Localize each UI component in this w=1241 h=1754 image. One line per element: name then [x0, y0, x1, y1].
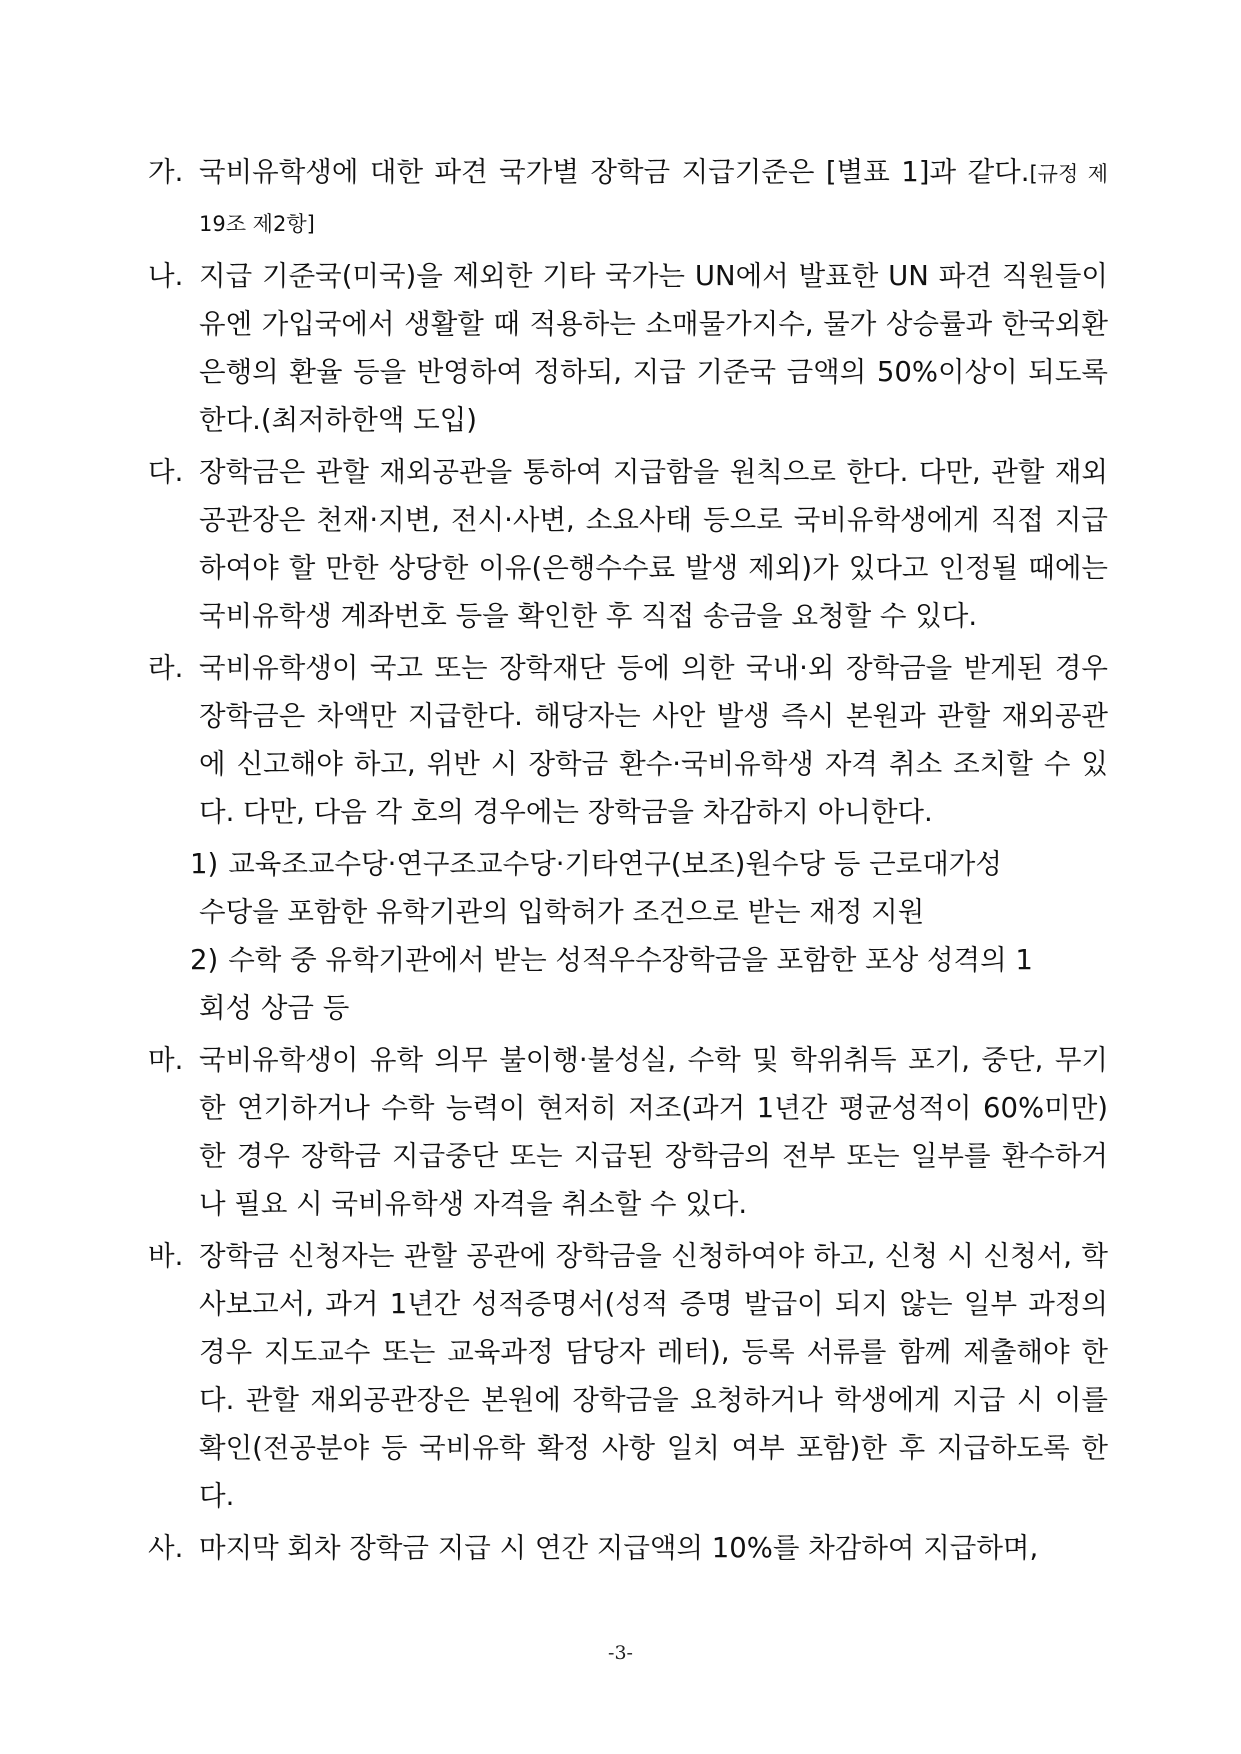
sub-item-2	[190, 936, 1108, 1032]
item-text: 지급 기준국(미국)을 제외한 기타 국가는 UN에서 발표한 UN 파견 직원들이 유엔 가입국에서 생활할 때 적용하는 소매물가지수, 물가 상승률과 한국외환은행의 환율 등을 반영하여 정하되, 지급 기준국 금액의 50%이상이 되도록 한다.(최저하한액 도입)	[199, 260, 1108, 436]
item-text: 국비유학생이 유학 의무 불이행·불성실, 수학 및 학위취득 포기, 중단, 무기한 연기하거나 수학 능력이 현저히 저조(과거 1년간 평균성적이 60%미만)한 경우 장학금 지급중단 또는 지급된 장학금의 전부 또는 일부를 환수하거나 필요 시 국비유학생 자격을 취소할 수 있다.	[199, 1044, 1108, 1220]
item-marker: 마.	[148, 1044, 184, 1076]
item-marker: 바.	[148, 1240, 184, 1272]
sub-item-text-continued: 수당을 포함한 유학기관의 입학허가 조건으로 받는 재정 지원	[199, 896, 925, 928]
list-item-ga	[148, 148, 1108, 248]
list-item-ra	[148, 644, 1108, 836]
list-item-ma	[148, 1036, 1108, 1228]
item-text: 국비유학생이 국고 또는 장학재단 등에 의한 국내·외 장학금을 받게된 경우 장학금은 차액만 지급한다. 해당자는 사안 발생 즉시 본원과 관할 재외공관에 신고해야 하고, 위반 시 장학금 환수·국비유학생 자격 취소 조치할 수 있다. 다만, 다음 각 호의 경우에는 장학금을 차감하지 아니한다.	[199, 652, 1108, 828]
list-item-ba	[148, 1232, 1108, 1520]
sub-item-text-continued: 회성 상금 등	[199, 992, 350, 1024]
sub-item-text: 수학 중 유학기관에서 받는 성적우수장학금을 포함한 포상 성격의 1	[228, 944, 1033, 976]
item-text: 국비유학생에 대한 파견 국가별 장학금 지급기준은 [별표 1]과 같다.	[199, 156, 1030, 188]
item-marker: 다.	[148, 456, 184, 488]
sub-item-text: 교육조교수당·연구조교수당·기타연구(보조)원수당 등 근로대가성	[228, 848, 1002, 880]
sub-item-1	[190, 840, 1108, 936]
list-item-na	[148, 252, 1108, 444]
regulation-reference: [규정 제19조 제2항]	[199, 162, 1108, 236]
item-marker: 가.	[148, 156, 184, 188]
list-item-sa	[148, 1524, 1108, 1572]
regulation-list	[148, 148, 1108, 1576]
item-text: 장학금은 관할 재외공관을 통하여 지급함을 원칙으로 한다. 다만, 관할 재외공관장은 천재·지변, 전시·사변, 소요사태 등으로 국비유학생에게 직접 지급하여야 할 만한 상당한 이유(은행수수료 발생 제외)가 있다고 인정될 때에는 국비유학생 계좌번호 등을 확인한 후 직접 송금을 요청할 수 있다.	[199, 456, 1108, 632]
item-marker: 나.	[148, 260, 184, 292]
item-text: 마지막 회차 장학금 지급 시 연간 지급액의 10%를 차감하여 지급하며,	[199, 1532, 1039, 1564]
item-marker: 라.	[148, 652, 184, 684]
sub-item-number: 2)	[190, 944, 219, 976]
sub-item-number: 1)	[190, 848, 219, 880]
item-text: 장학금 신청자는 관할 공관에 장학금을 신청하여야 하고, 신청 시 신청서, 학사보고서, 과거 1년간 성적증명서(성적 증명 발급이 되지 않는 일부 과정의 경우 지도교수 또는 교육과정 담당자 레터), 등록 서류를 함께 제출해야 한다. 관할 재외공관장은 본원에 장학금을 요청하거나 학생에게 지급 시 이를 확인(전공분야 등 국비유학 확정 사항 일치 여부 포함)한 후 지급하도록 한다.	[199, 1240, 1108, 1512]
list-item-da	[148, 448, 1108, 640]
item-marker: 사.	[148, 1532, 184, 1564]
page-number: -3-	[608, 1642, 633, 1664]
